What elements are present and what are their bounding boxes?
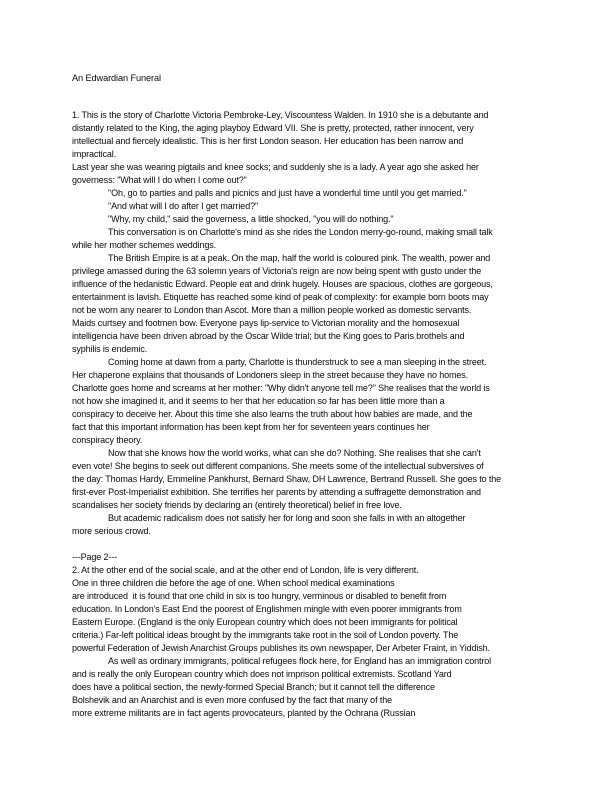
text-line: not be worn any nearer to London than Ascot. More than a million people worked as domestic servants. bbox=[72, 305, 472, 315]
text-line: entertainment is lavish. Etiquette has reached some kind of peak of complexity: for example born boots may bbox=[72, 292, 489, 302]
text-line: powerful Federation of Jewish Anarchist Groups publishes its own newspaper, Der Arbeter Fraint, in Yiddish. bbox=[72, 643, 490, 653]
text-line: first-ever Post-Imperialist exhibition. She terrifies her parents by attending a suffragette demonstration and bbox=[72, 487, 481, 497]
text-line: This conversation is on Charlotte's mind as she rides the London merry-go-round, making small talk bbox=[108, 227, 493, 237]
text-line: "Why, my child," said the governess, a little shocked, "you will do nothing." bbox=[108, 214, 394, 224]
text-line: 1. This is the story of Charlotte Victoria Pembroke-Ley, Viscountess Walden. In 1910 she is a debutante and bbox=[72, 110, 489, 120]
text-line: and is really the only European country which does not imprison political extremists. Scotland Yard bbox=[72, 669, 452, 679]
text-line: But academic radicalism does not satisfy her for long and soon she falls in with an altogether bbox=[108, 513, 466, 523]
text-line: intellectual and fiercely idealistic. This is her first London season. Her education has been narrow and bbox=[72, 136, 464, 146]
text-line: criteria.) Far-left political ideas brought by the immigrants take root in the soil of London poverty. The bbox=[72, 630, 459, 640]
text-line: conspiracy theory. bbox=[72, 435, 143, 445]
text-line: "And what will I do after I get married?" bbox=[108, 201, 259, 211]
text-line: Coming home at dawn from a party, Charlotte is thunderstruck to see a man sleeping in the street. bbox=[108, 357, 487, 367]
document-title: An Edwardian Funeral bbox=[72, 73, 161, 83]
text-line: does have a political section, the newly-formed Special Branch; but it cannot tell the difference bbox=[72, 682, 435, 692]
text-line: fact that this important information has been kept from her for seventeen years continues her bbox=[72, 422, 430, 432]
text-line: 2. At the other end of the social scale, and at the other end of London, life is very different. bbox=[72, 565, 419, 575]
document-body bbox=[72, 109, 572, 720]
text-line: scandalises her society friends by declaring an (entirely theoretical) belief in free love. bbox=[72, 500, 402, 510]
text-line: influence of the hedanistic Edward. People eat and drink hugely. Houses are spacious, clothes are gorgeous, bbox=[72, 279, 493, 289]
text-line: conspiracy to deceive her. About this time she also learns the truth about how babies are made, and the bbox=[72, 409, 473, 419]
text-line: privilege amassed during the 63 solemn years of Victoria's reign are now being spent with gusto under the bbox=[72, 266, 482, 276]
text-line: Eastern Europe. (England is the only European country which does not been immigrants for political bbox=[72, 617, 458, 627]
text-line: impractical. bbox=[72, 149, 117, 159]
text-line: intelligencia have been driven abroad by the Oscar Wilde trial; but the King goes to Paris brothels and bbox=[72, 331, 465, 341]
text-line: Bolshevik and an Anarchist and is even more confused by the fact that many of the bbox=[72, 695, 392, 705]
text-line: Charlotte goes home and screams at her mother: "Why didn't anyone tell me?" She realises that the world is bbox=[72, 383, 490, 393]
text-line: "Oh, go to parties and palls and picnics and just have a wonderful time until you get married." bbox=[108, 188, 467, 198]
text-line: Now that she knows how the world works, what can she do? Nothing. She realises that she can't bbox=[108, 448, 481, 458]
text-line bbox=[72, 538, 572, 551]
text-line: not how she imagined it, and it seems to her that her education so far has been little more than a bbox=[72, 396, 445, 406]
text-line: Her chaperone explains that thousands of Londoners sleep in the street because they have no homes. bbox=[72, 370, 469, 380]
text-line: are introduced it is found that one child in six is too hungry, verminous or disabled to benefit from bbox=[72, 591, 447, 601]
text-line: Last year she was wearing pigtails and knee socks; and suddenly she is a lady. A year ago she asked her bbox=[72, 162, 479, 172]
text-line: even vote! She begins to seek out different companions. She meets some of the intellectual subversives of bbox=[72, 461, 484, 471]
text-line: education. In London's East End the poorest of Englishmen mingle with even poorer immigrants from bbox=[72, 604, 462, 614]
text-line: governess: "What will I do when I come out?" bbox=[72, 175, 247, 185]
text-line: distantly related to the King, the aging playboy Edward VII. She is pretty, protected, rather innocent, very bbox=[72, 123, 474, 133]
text-line: Maids curtsey and footmen bow. Everyone pays lip-service to Victorian morality and the homosexual bbox=[72, 318, 460, 328]
text-line: more serious crowd. bbox=[72, 526, 151, 536]
text-line: One in three children die before the age of one. When school medical examinations bbox=[72, 578, 395, 588]
text-line: ---Page 2--- bbox=[72, 552, 118, 562]
text-line: As well as ordinary immigrants, political refugees flock here, for England has an immigration control bbox=[108, 656, 492, 666]
text-line: The British Empire is at a peak. On the map, half the world is coloured pink. The wealth, power and bbox=[108, 253, 491, 263]
text-line: the day: Thomas Hardy, Emmeline Pankhurst, Bernard Shaw, DH Lawrence, Bertrand Russell. She goes to the bbox=[72, 474, 502, 484]
text-line: while her mother schemes weddings. bbox=[72, 240, 216, 250]
text-line: more extreme militants are in fact agents provocateurs, planted by the Ochrana (Russian bbox=[72, 708, 416, 718]
text-line: syphilis is endemic. bbox=[72, 344, 148, 354]
